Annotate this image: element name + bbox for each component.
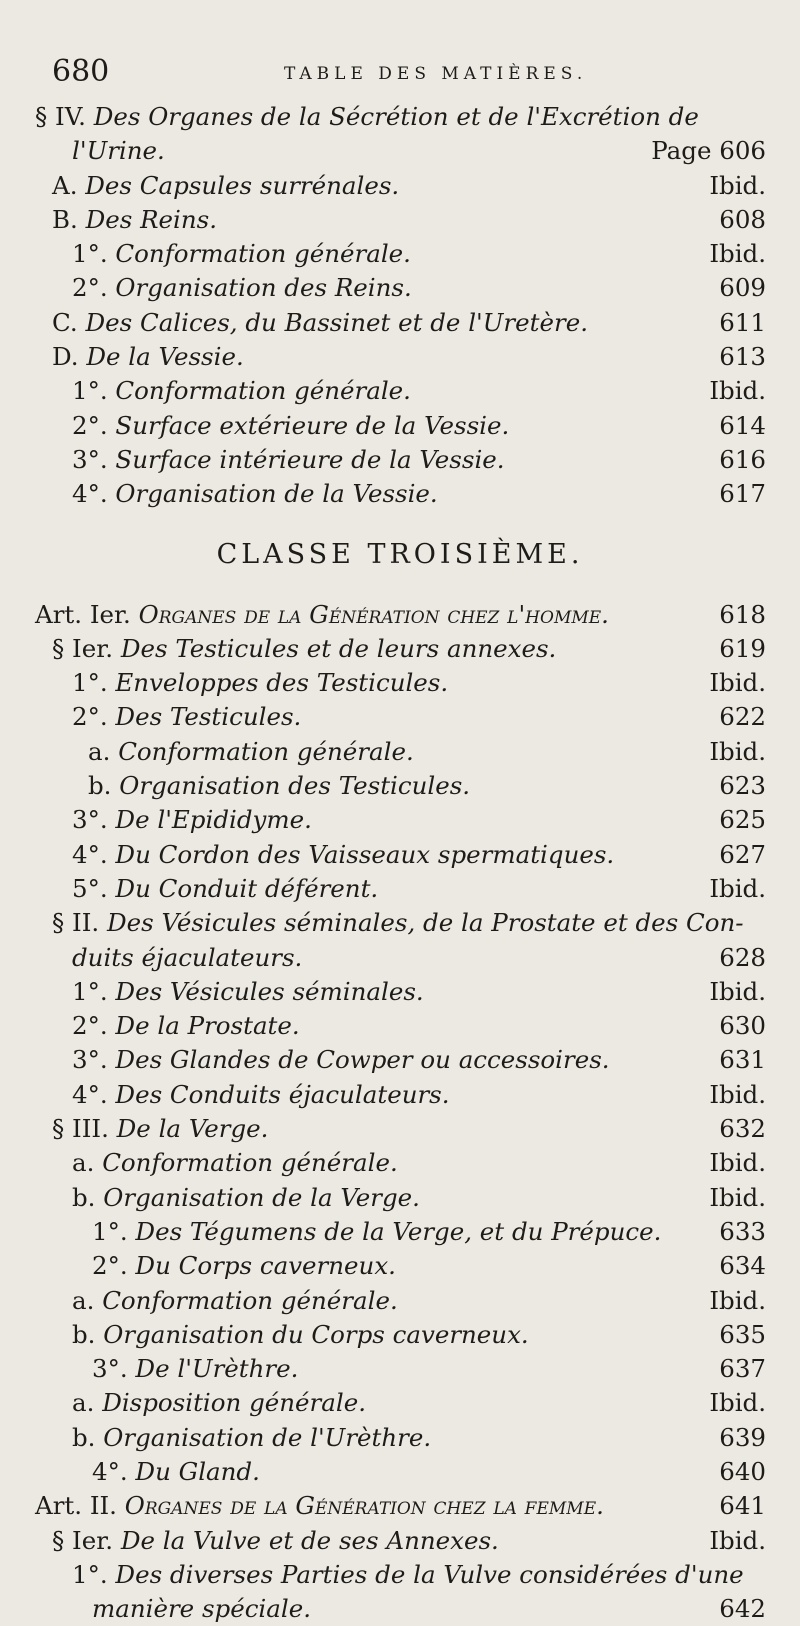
toc-entry-label: 3°. (92, 1354, 136, 1384)
toc-entry (0, 1284, 800, 1318)
toc-entry (0, 1421, 800, 1455)
toc-entry-page: Ibid. (709, 1285, 766, 1315)
toc-entry-label: Art. Ier. (35, 599, 139, 629)
toc-entry-text (52, 1112, 268, 1146)
toc-entry (0, 203, 800, 237)
toc-entry-page: Ibid. (709, 736, 766, 766)
toc-entry (0, 941, 800, 975)
toc-entry-text (72, 1009, 300, 1043)
table-of-contents (0, 100, 800, 1626)
toc-entry-title: Organes de la Génération chez la femme. (124, 1491, 604, 1521)
toc-entry (0, 1009, 800, 1043)
toc-entry-text (72, 1146, 398, 1180)
toc-entry-label: b. (72, 1422, 104, 1452)
toc-entry-label: 1°. (72, 668, 116, 698)
toc-entry-page: 632 (719, 1114, 766, 1144)
toc-entry-text (72, 134, 165, 168)
toc-entry-title: Organisation de la Vessie. (115, 479, 438, 509)
toc-entry (0, 1078, 800, 1112)
toc-entry-text (88, 769, 470, 803)
toc-entry-text (72, 409, 509, 443)
toc-entry-label: A. (52, 170, 86, 200)
toc-entry-text (72, 838, 614, 872)
toc-entry-title: manière spéciale. (92, 1594, 311, 1624)
toc-entry-title: Conformation générale. (115, 376, 411, 406)
toc-entry (0, 1455, 800, 1489)
toc-entry (0, 477, 800, 511)
toc-entry-text (72, 443, 505, 477)
toc-entry-label: b. (72, 1182, 104, 1212)
toc-entry (0, 374, 800, 408)
toc-entry (0, 271, 800, 305)
toc-entry-page: Ibid. (709, 873, 766, 903)
toc-entry-page: 639 (719, 1422, 766, 1452)
toc-entry-label: 1°. (72, 976, 116, 1006)
toc-entry-text (52, 632, 556, 666)
toc-entry-text (52, 906, 744, 940)
toc-entry-page: Ibid. (709, 239, 766, 269)
toc-entry-title: Des Glandes de Cowper ou accessoires. (115, 1045, 610, 1075)
toc-entry-text (72, 803, 312, 837)
toc-entry-text (92, 1352, 298, 1386)
toc-entry-label: a. (88, 736, 119, 766)
toc-entry-page: 635 (719, 1319, 766, 1349)
toc-entry-title: Des Calices, du Bassinet et de l'Uretère. (85, 307, 588, 337)
toc-entry (0, 340, 800, 374)
toc-entry-page: 611 (719, 307, 766, 337)
toc-entry-page: 616 (719, 444, 766, 474)
toc-entry-text (35, 598, 609, 632)
toc-entry-label: 4°. (72, 479, 116, 509)
toc-entry-text (72, 872, 378, 906)
toc-entry-page: 625 (719, 805, 766, 835)
page-number: 680 (52, 54, 110, 89)
toc-entry-page: 637 (719, 1354, 766, 1384)
toc-entry-page: Ibid. (709, 976, 766, 1006)
toc-entry-title: Conformation générale. (115, 239, 411, 269)
toc-entry-label: B. (52, 204, 86, 234)
toc-entry-text (72, 1181, 420, 1215)
toc-entry-text (92, 1215, 661, 1249)
toc-entry-label: b. (88, 771, 120, 801)
toc-entry-text (52, 169, 399, 203)
running-title: TABLE DES MATIÈRES. (284, 64, 588, 84)
toc-entry-label: § Ier. (52, 1525, 121, 1555)
toc-entry-page: 631 (719, 1045, 766, 1075)
toc-entry (0, 1352, 800, 1386)
toc-entry (0, 169, 800, 203)
toc-entry-title: Des Reins. (85, 204, 218, 234)
toc-entry-label: Art. II. (35, 1491, 125, 1521)
toc-entry (0, 1524, 800, 1558)
toc-entry-page: 634 (719, 1251, 766, 1281)
toc-entry (0, 1215, 800, 1249)
toc-entry (0, 306, 800, 340)
toc-entry (0, 975, 800, 1009)
section-heading: CLASSE TROISIÈME. (216, 538, 584, 570)
toc-group-generation (0, 598, 800, 1626)
toc-entry-title: Des Organes de la Sécrétion et de l'Excrétion de (93, 102, 699, 131)
toc-entry-title: Des Testicules et de leurs annexes. (120, 633, 557, 663)
toc-entry-label: 1°. (92, 1216, 136, 1246)
toc-entry-title: Des Capsules surrénales. (85, 170, 400, 200)
toc-entry (0, 838, 800, 872)
toc-entry-text (72, 237, 411, 271)
toc-entry-page: 622 (719, 702, 766, 732)
toc-entry-text (72, 941, 302, 975)
toc-entry-text (72, 1078, 450, 1112)
toc-entry (0, 1043, 800, 1077)
toc-entry (0, 735, 800, 769)
toc-entry-text (52, 306, 588, 340)
toc-entry-title: Conformation générale. (102, 1285, 398, 1315)
toc-entry-text (92, 1592, 311, 1626)
toc-entry-text (92, 1455, 260, 1489)
toc-entry-page: Ibid. (709, 1388, 766, 1418)
toc-entry (0, 1592, 800, 1626)
toc-entry-text (72, 477, 438, 511)
toc-entry-text (52, 1524, 499, 1558)
toc-entry-text (35, 1489, 604, 1523)
toc-entry-title: Du Cordon des Vaisseaux spermatiques. (115, 839, 615, 869)
toc-entry-title: Surface extérieure de la Vessie. (115, 410, 510, 440)
toc-entry-label: 1°. (72, 1559, 116, 1589)
toc-entry-text (88, 735, 414, 769)
toc-entry-text (72, 1318, 529, 1352)
toc-entry-label: § II. (52, 908, 107, 938)
toc-entry (0, 237, 800, 271)
toc-entry-label: 2°. (72, 273, 116, 303)
toc-entry (0, 700, 800, 734)
toc-entry (0, 598, 800, 632)
toc-entry (0, 666, 800, 700)
toc-entry-label: 3°. (72, 1045, 116, 1075)
toc-entry-title: Organisation du Corps caverneux. (103, 1319, 529, 1349)
toc-entry-title: Du Gland. (135, 1456, 260, 1486)
toc-entry (0, 632, 800, 666)
toc-entry (0, 1558, 800, 1592)
toc-entry (0, 1318, 800, 1352)
toc-entry (0, 1249, 800, 1283)
toc-entry-page: 641 (719, 1491, 766, 1521)
toc-entry-title: De l'Epididyme. (115, 805, 312, 835)
toc-entry-title: Du Corps caverneux. (135, 1251, 396, 1281)
toc-entry-page: 623 (719, 771, 766, 801)
toc-entry-text (52, 203, 217, 237)
toc-entry-text (72, 374, 411, 408)
toc-entry-label: 4°. (72, 1079, 116, 1109)
toc-entry-label: D. (52, 342, 87, 372)
toc-entry-label: 2°. (72, 702, 116, 732)
toc-entry-text (52, 340, 244, 374)
toc-entry-label: a. (72, 1285, 103, 1315)
toc-entry-title: Des Tégumens de la Verge, et du Prépuce. (135, 1216, 662, 1246)
toc-entry-label: 2°. (92, 1251, 136, 1281)
toc-entry-page: 613 (719, 342, 766, 372)
toc-entry-text (72, 271, 412, 305)
toc-entry-page: 614 (719, 410, 766, 440)
toc-entry-title: Organisation des Testicules. (119, 771, 471, 801)
toc-entry-title: Organisation de la Verge. (103, 1182, 420, 1212)
toc-entry-text (72, 1386, 366, 1420)
toc-entry-text (72, 1558, 744, 1592)
toc-entry (0, 1146, 800, 1180)
toc-entry-label: 1°. (72, 376, 116, 406)
toc-entry-title: duits éjaculateurs. (72, 942, 303, 972)
page-header (52, 50, 760, 90)
toc-entry (0, 1181, 800, 1215)
toc-entry-page: 630 (719, 1011, 766, 1041)
toc-entry-page: 628 (719, 942, 766, 972)
toc-entry-page: 640 (719, 1456, 766, 1486)
toc-entry-title: Disposition générale. (102, 1388, 366, 1418)
toc-entry-title: Organisation de l'Urèthre. (103, 1422, 432, 1452)
toc-entry-label: 5°. (72, 873, 116, 903)
toc-group-urine (0, 100, 800, 512)
toc-entry-title: l'Urine. (72, 136, 165, 166)
toc-entry-page: Ibid. (709, 1525, 766, 1555)
toc-entry (0, 443, 800, 477)
toc-entry (0, 1386, 800, 1420)
toc-entry-page: Ibid. (709, 170, 766, 200)
toc-entry (0, 100, 800, 134)
toc-entry-label: 1°. (72, 239, 116, 269)
toc-entry (0, 134, 800, 168)
toc-entry (0, 409, 800, 443)
toc-entry-page: 619 (719, 633, 766, 663)
toc-entry-title: De la Vulve et de ses Annexes. (120, 1525, 499, 1555)
toc-entry-label: 3°. (72, 805, 116, 835)
toc-entry-page: Ibid. (709, 668, 766, 698)
toc-entry-title: De la Prostate. (115, 1011, 300, 1041)
toc-entry-label: 4°. (92, 1456, 136, 1486)
toc-entry-title: Surface intérieure de la Vessie. (115, 444, 505, 474)
toc-entry (0, 1489, 800, 1523)
toc-entry-page: Page 606 (651, 136, 766, 166)
toc-entry-title: Conformation générale. (102, 1148, 398, 1178)
toc-entry-title: Des Vésicules séminales. (115, 976, 424, 1006)
toc-entry-title: Des Vésicules séminales, de la Prostate et des Con- (106, 908, 744, 938)
toc-entry-title: De la Verge. (116, 1114, 269, 1144)
toc-entry-page: 633 (719, 1216, 766, 1246)
toc-entry-text (72, 1043, 610, 1077)
toc-entry-title: Organes de la Génération chez l'homme. (138, 599, 609, 629)
toc-entry-label: 4°. (72, 839, 116, 869)
toc-entry-label: § Ier. (52, 633, 121, 663)
toc-entry-label: a. (72, 1148, 103, 1178)
toc-entry-page: Ibid. (709, 1182, 766, 1212)
toc-entry-page: 609 (719, 273, 766, 303)
toc-entry-title: Des Conduits éjaculateurs. (115, 1079, 450, 1109)
toc-entry-text (92, 1249, 396, 1283)
toc-entry-label: 3°. (72, 444, 116, 474)
toc-entry-text (72, 975, 424, 1009)
toc-entry-page: 627 (719, 839, 766, 869)
toc-entry-page: Ibid. (709, 1148, 766, 1178)
toc-entry-page: 617 (719, 479, 766, 509)
toc-entry-label: 2°. (72, 410, 116, 440)
toc-entry-title: De l'Urèthre. (135, 1354, 299, 1384)
toc-entry (0, 803, 800, 837)
toc-entry-title: Organisation des Reins. (115, 273, 412, 303)
toc-entry-label: § III. (52, 1114, 117, 1144)
toc-entry-title: De la Vessie. (86, 342, 244, 372)
toc-entry-title: Enveloppes des Testicules. (115, 668, 449, 698)
toc-entry-text (72, 1421, 431, 1455)
toc-entry-page: 608 (719, 204, 766, 234)
toc-entry-title: Des diverses Parties de la Vulve considérées d'une (115, 1559, 744, 1589)
toc-entry-page: 642 (719, 1594, 766, 1624)
toc-entry (0, 769, 800, 803)
toc-entry-label: 2°. (72, 1011, 116, 1041)
toc-entry (0, 1112, 800, 1146)
toc-entry-text (72, 666, 448, 700)
toc-entry-text (72, 700, 301, 734)
toc-entry-page: Ibid. (709, 1079, 766, 1109)
toc-entry-label: b. (72, 1319, 104, 1349)
toc-entry-page: 618 (719, 599, 766, 629)
toc-entry (0, 906, 800, 940)
toc-entry-title: Des Testicules. (115, 702, 302, 732)
toc-entry-title: Du Conduit déférent. (115, 873, 379, 903)
toc-entry-page: Ibid. (709, 376, 766, 406)
toc-entry-title: Conformation générale. (118, 736, 414, 766)
toc-entry (0, 872, 800, 906)
toc-entry-text (35, 100, 699, 134)
toc-entry-label: a. (72, 1388, 103, 1418)
toc-entry-label: § IV. (35, 102, 94, 131)
toc-entry-text (72, 1284, 398, 1318)
toc-entry-label: C. (52, 307, 86, 337)
